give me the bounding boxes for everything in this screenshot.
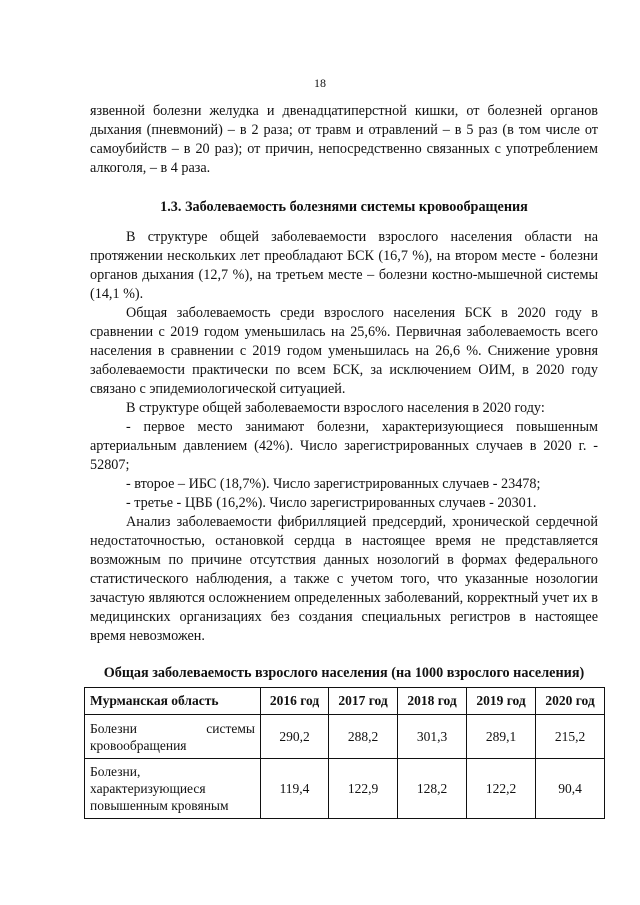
page-number: 18 xyxy=(314,76,326,90)
cell-value: 290,2 xyxy=(261,715,329,759)
header-region: Мурманская область xyxy=(85,688,261,715)
header-2017: 2017 год xyxy=(329,688,398,715)
header-2018: 2018 год xyxy=(398,688,467,715)
table-caption: Общая заболеваемость взрослого населения (на 1000 взрослого населения) xyxy=(103,665,585,681)
header-2019: 2019 год xyxy=(467,688,536,715)
list-item-third-place: - третье - ЦВБ (16,2%). Число зарегистрированных случаев - 20301. xyxy=(126,495,537,511)
morbidity-table xyxy=(84,687,605,819)
table-header-row xyxy=(85,688,605,715)
list-item-second-place: - второе – ИБС (18,7%). Число зарегистрированных случаев - 23478; xyxy=(126,476,541,492)
paragraph-general-morbidity: Общая заболеваемость среди взрослого населения БСК в 2020 году в сравнении с 2019 годом уменьшилась на 25,6%. Первичная заболеваемость всего населения в сравнении с 2019 годом уменьшилась на 26,6 %. Снижение уровня заболеваемости практически по всем БСК, за исключением ОИМ, в 2020 году связано с эпидемиологической ситуацией. xyxy=(90,305,598,397)
row-label: Болезни, характеризующиеся повышенным кровяным xyxy=(85,759,261,819)
cell-value: 301,3 xyxy=(398,715,467,759)
table-row xyxy=(85,759,605,819)
table-row xyxy=(85,715,605,759)
cell-value: 288,2 xyxy=(329,715,398,759)
paragraph-mortality-continuation: язвенной болезни желудка и двенадцатиперстной кишки, от болезней органов дыхания (пневмоний) – в 2 раза; от травм и отравлений – в 5 раз (в том числе от самоубийств – в 20 раз); от причин, непосредственно связанных с употреблением алкоголя, – в 4 раза. xyxy=(90,103,598,176)
cell-value: 122,9 xyxy=(329,759,398,819)
cell-value: 122,2 xyxy=(467,759,536,819)
list-item-first-place: - первое место занимают болезни, характеризующиеся повышенным артериальным давлением (42%). Число зарегистрированных случаев в 2020 г. - 52807; xyxy=(90,419,598,473)
cell-value: 215,2 xyxy=(536,715,605,759)
paragraph-structure: В структуре общей заболеваемости взрослого населения области на протяжении нескольких лет преобладают БСК (16,7 %), на втором месте - болезни органов дыхания (12,7 %), на третьем месте – болезни костно-мышечной системы (14,1 %). xyxy=(90,229,598,302)
cell-value: 119,4 xyxy=(261,759,329,819)
paragraph-structure-2020: В структуре общей заболеваемости взрослого населения в 2020 году: xyxy=(126,400,545,416)
header-2020: 2020 год xyxy=(536,688,605,715)
cell-value: 128,2 xyxy=(398,759,467,819)
row-label: Болезни системы кровообращения xyxy=(85,715,261,759)
cell-value: 289,1 xyxy=(467,715,536,759)
cell-value: 90,4 xyxy=(536,759,605,819)
header-2016: 2016 год xyxy=(261,688,329,715)
paragraph-analysis: Анализ заболеваемости фибрилляцией предсердий, хронической сердечной недостаточностью, остановкой сердца в настоящее время не представляется возможным по причине отсутствия данных нозологий в формах федерального статистического наблюдения, а также с учетом того, что указанные нозологии зачастую являются осложнением определенных заболеваний, корректный учет их в медицинских организациях без создания специальных регистров в настоящее время невозможен. xyxy=(90,514,598,644)
section-heading: 1.3. Заболеваемость болезнями системы кровообращения xyxy=(160,199,528,215)
